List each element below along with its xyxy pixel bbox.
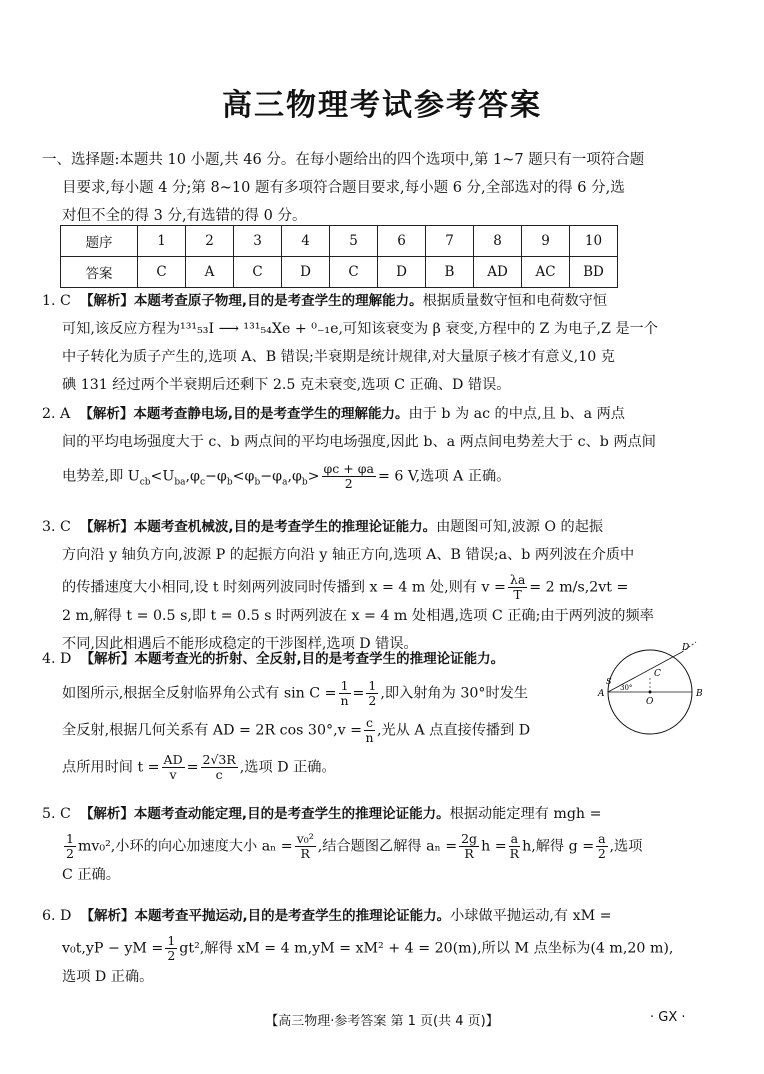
table-header-number: 题序 [61, 226, 138, 257]
table-cell-answer: C [234, 257, 282, 288]
page-footer: 【高三物理·参考答案 第 1 页(共 4 页)】 [265, 1014, 499, 1029]
section-line-2: 目要求,每小题 4 分;第 8~10 题有多项符合题目要求,每小题 6 分,全部选对的得 6 分,选 [62, 180, 625, 196]
q6-head: 6. D [42, 908, 72, 924]
q3-text-4: 2 m,解得 t = 0.5 s,即 t = 0.5 s 时两列波在 x = 4 m 处相遇,选项 C 正确;由于两列波的频率 [62, 608, 654, 624]
section-heading: 一、选择题:本题共 10 小题,共 46 分。在每小题给出的四个选项中,第 1~7 题只有一项符合题 [42, 152, 645, 168]
table-cell-number: 7 [426, 226, 474, 257]
q1-text-4: 中子转化为质子产生的,选项 A、B 错误;半衰期是统计规律,对大量原子核才有意义,10 克 [62, 349, 615, 365]
question-4-explanation [42, 645, 592, 782]
table-cell-answer: C [330, 257, 378, 288]
q3-fraction: $\frac{\lambda a}{T}$ [509, 572, 526, 602]
q4-text-3: 点所用时间 t = $\frac{AD}{v}$ = $\frac{2√3R}{c}$ ,选项 D 正确。 [62, 752, 336, 782]
footer-code: · GX · [650, 1010, 686, 1025]
q2-text-2: 间的平均电场强度大于 c、b 两点间的平均电场强度,因此 b、a 两点间电势差大于 c、b 两点间 [62, 434, 656, 450]
q2-fraction: $\frac{\varphi c + \varphi a}{2}$ [323, 461, 374, 491]
q1-tag: 【解析】本题考查原子物理,目的是考查学生的理解能力。 [79, 293, 423, 309]
q1-equation: ¹³¹₅₃I ⟶ ¹³¹₅₄Xe + ⁰₋₁e [180, 321, 339, 337]
q4-head: 4. D [42, 651, 72, 667]
q6-text-1: 小球做平抛运动,有 xM = [450, 908, 612, 924]
question-3-explanation [42, 513, 704, 658]
table-cell-number: 1 [138, 226, 186, 257]
section-line-3: 对但不全的得 3 分,有选错的得 0 分。 [62, 208, 307, 224]
table-cell-number: 10 [570, 226, 618, 257]
table-cell-number: 5 [330, 226, 378, 257]
question-6-explanation [42, 902, 704, 991]
label-d: D [682, 643, 690, 653]
table-cell-answer: D [282, 257, 330, 288]
answer-table-row-numbers [61, 226, 618, 257]
q5-text-3: C 正确。 [62, 867, 120, 883]
table-header-answer: 答案 [61, 257, 138, 288]
q1-head: 1. C [42, 293, 71, 309]
q2-text-1: 由于 b 为 ac 的中点,且 b、a 两点 [408, 406, 625, 422]
table-cell-number: 4 [282, 226, 330, 257]
table-cell-number: 3 [234, 226, 282, 257]
q6-text-3: 选项 D 正确。 [62, 969, 154, 985]
q3-text-2: 方向沿 y 轴负方向,波源 P 的起振方向沿 y 轴正方向,选项 A、B 错误;a、b 两列波在介质中 [62, 547, 635, 563]
table-cell-number: 6 [378, 226, 426, 257]
q3-text-1: 由题图可知,波源 O 的起振 [436, 519, 604, 535]
question-1-explanation [42, 287, 704, 399]
answer-table-row-answers [61, 257, 618, 288]
label-o: O [646, 697, 654, 707]
q2-text-3: 电势差,即 $U_{cb}<U_{ba},\varphi_c-\varphi_b<\varphi_b-\varphi_a,\varphi_b>$ $\frac{\varphi c + \varphi a}{2}$ = 6 V,选项 A 正确。 [62, 461, 511, 491]
q2-head: 2. A [42, 406, 71, 422]
q4-tag: 【解析】本题考查光的折射、全反射,目的是考查学生的推理论证能力。 [80, 651, 505, 667]
answer-table [60, 225, 618, 288]
q6-tag: 【解析】本题考查平抛运动,目的是考查学生的推理论证能力。 [80, 908, 451, 924]
table-cell-answer: A [186, 257, 234, 288]
q4-text-2: 全反射,根据几何关系有 AD = 2R cos 30°,v = $\frac{c}{n}$ ,光从 A 点直接传播到 D [62, 715, 531, 745]
q3-text-5: 不同,因此相遇后不能形成稳定的干涉图样,选项 D 错误。 [62, 636, 418, 652]
table-cell-number: 9 [522, 226, 570, 257]
q5-text-1: 根据动能定理有 mgh = [449, 806, 602, 822]
table-cell-answer: AC [522, 257, 570, 288]
table-cell-answer: D [378, 257, 426, 288]
q1-text-1: 根据质量数守恒和电荷数守恒 [422, 293, 608, 309]
label-s: S [606, 677, 612, 686]
q5-tag: 【解析】本题考查动能定理,目的是考查学生的推理论证能力。 [79, 806, 450, 822]
q5-text-2: $\frac{1}{2}$ mv₀²,小环的向心加速度大小 aₙ = $\frac{\text{v₀²}}{R}$ ,结合题图乙解得 aₙ = $\frac{2g}{R}$ h = $\frac{a}{R}$ h,解得 g = $\frac{a}{2}$ ,选项 [66, 831, 643, 861]
q3-head: 3. C [42, 519, 71, 535]
q1-text-2: 可知,该反应方程为 [62, 321, 181, 337]
section-instructions [42, 146, 702, 230]
page-title: 高三物理考试参考答案 [222, 88, 542, 123]
q6-text-2: v₀t,yP − yM = $\frac{1}{2}$ gt²,解得 xM = 4 m,yM = xM² + 4 = 20(m),所以 M 点坐标为(4 m,20 m), [62, 933, 674, 963]
table-cell-answer: AD [474, 257, 522, 288]
q4-text-1: 如图所示,根据全反射临界角公式有 sin C = $\frac{1}{n}$ = $\frac{1}{2}$ ,即入射角为 30°时发生 [62, 678, 529, 708]
q4-circle-diagram [590, 640, 710, 740]
question-2-explanation [42, 400, 704, 496]
table-cell-number: 8 [474, 226, 522, 257]
label-a: A [598, 689, 605, 699]
q2-tag: 【解析】本题考查静电场,目的是考查学生的理解能力。 [79, 406, 409, 422]
q3-tag: 【解析】本题考查机械波,目的是考查学生的推理论证能力。 [79, 519, 437, 535]
table-cell-number: 2 [186, 226, 234, 257]
q3-text-3: 的传播速度大小相同,设 t 时刻两列波同时传播到 x = 4 m 处,则有 v = $\frac{\lambda a}{T}$ = 2 m/s,2vt = [62, 572, 629, 602]
table-cell-answer: B [426, 257, 474, 288]
table-cell-answer: BD [570, 257, 618, 288]
q1-text-5: 碘 131 经过两个半衰期后还剩下 2.5 克未衰变,选项 C 正确、D 错误。 [62, 377, 511, 393]
question-5-explanation [42, 800, 704, 889]
label-angle: 30° [620, 684, 633, 692]
table-cell-answer: C [138, 257, 186, 288]
label-c: C [654, 669, 661, 679]
center-point [649, 691, 652, 694]
q5-head: 5. C [42, 806, 71, 822]
q1-text-3: ,可知该衰变为 β 衰变,方程中的 Z 为电子,Z 是一个 [338, 321, 658, 337]
label-b: B [696, 689, 703, 699]
